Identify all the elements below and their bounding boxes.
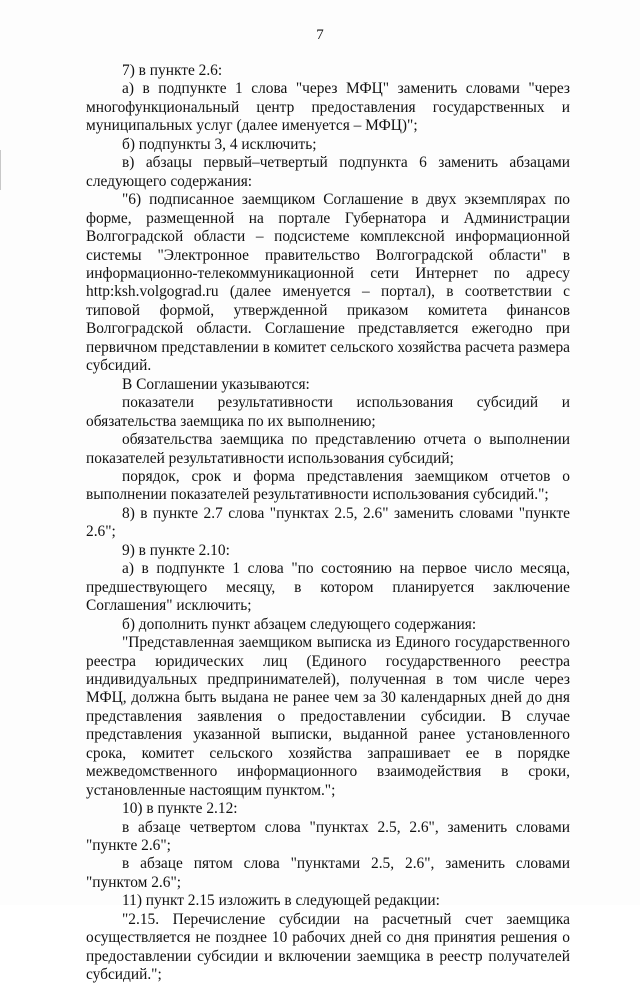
paragraph-item-10-fifth: в абзаце пятом слова "пунктами 2.5, 2.6", заменить словами "пунктом 2.6"; <box>86 855 570 891</box>
paragraph-agreement-indicators: показатели результативности использования субсидий и обязательства заемщика по их выполнению; <box>86 394 570 430</box>
paragraph-item-7b: б) подпункты 3, 4 исключить; <box>122 135 317 153</box>
paragraph-quote-2-15: "2.15. Перечисление субсидии на расчетный счет заемщика осуществляется не позднее 10 рабочих дней со дня принятия решения о предоставлении субсидии и включении заемщика в реестр получателей субсидий."; <box>86 910 570 984</box>
page-number: 7 <box>316 27 324 43</box>
paragraph-item-10: 10) в пункте 2.12: <box>122 800 238 818</box>
paragraph-item-7a: а) в подпункте 1 слова "через МФЦ" заменить словами "через многофункциональный центр предоставления государственных и муниципальных услуг (далее именуется – МФЦ)"; <box>86 80 570 135</box>
paragraph-item-9b: б) дополнить пункт абзацем следующего содержания: <box>122 615 477 633</box>
paragraph-item-9a: а) в подпункте 1 слова "по состоянию на первое число месяца, предшествующего месяцу, в котором планируется заключение Соглашения" исключить; <box>86 560 570 615</box>
document-body <box>86 62 570 985</box>
paragraph-quote-6: "6) подписанное заемщиком Соглашение в двух экземплярах по форме, размещенной на портале Губернатора и Администрации Волгоградской области – подсистеме комплексной информационной системы "Электронное правительство Волгоградской области" в информационно-телекоммуникационной сети Интернет по адресу http:ksh.volgograd.ru (далее именуется – портал), в соответствии с типовой формой, утвержденной приказом комитета финансов Волгоградской области. Соглашение представляется ежегодно при первичном представлении в комитет сельского хозяйства расчета размера субсидий. <box>86 191 570 375</box>
paragraph-agreement-obligations: обязательства заемщика по представлению отчета о выполнении показателей результативности использования субсидий; <box>86 431 570 467</box>
paragraph-item-7: 7) в пункте 2.6: <box>122 62 223 79</box>
paragraph-agreement-reports: порядок, срок и форма представления заемщиком отчетов о выполнении показателей результативности использования субсидий."; <box>86 467 570 504</box>
scan-edge-mark <box>0 150 1 190</box>
paragraph-item-8: 8) в пункте 2.7 слова "пунктах 2.5, 2.6" заменить словами "пункте 2.6"; <box>86 504 570 541</box>
paragraph-item-10-fourth: в абзаце четвертом слова "пунктах 2.5, 2.6", заменить словами "пункте 2.6"; <box>86 818 570 855</box>
paragraph-item-11: 11) пункт 2.15 изложить в следующей редакции: <box>122 892 440 910</box>
paragraph-item-9: 9) в пункте 2.10: <box>122 541 230 559</box>
paragraph-agreement-intro: В Соглашении указываются: <box>122 375 310 393</box>
paragraph-quote-extract: "Представленная заемщиком выписка из Единого государственного реестра юридических лиц (Единого государственного реестра индивидуальных предпринимателей), полученная в том числе через МФЦ, должна быть выдана не ранее чем за 30 календарных дней до дня представления заявления о предоставлении субсидии. В случае представления указанной выписки, выданной ранее установленного срока, комитет сельского хозяйства запрашивает ее в порядке межведомственного информационного взаимодействия в сроки, установленные настоящим пунктом."; <box>86 634 570 799</box>
paragraph-item-7v: в) абзацы первый–четвертый подпункта 6 заменить абзацами следующего содержания: <box>86 154 570 190</box>
